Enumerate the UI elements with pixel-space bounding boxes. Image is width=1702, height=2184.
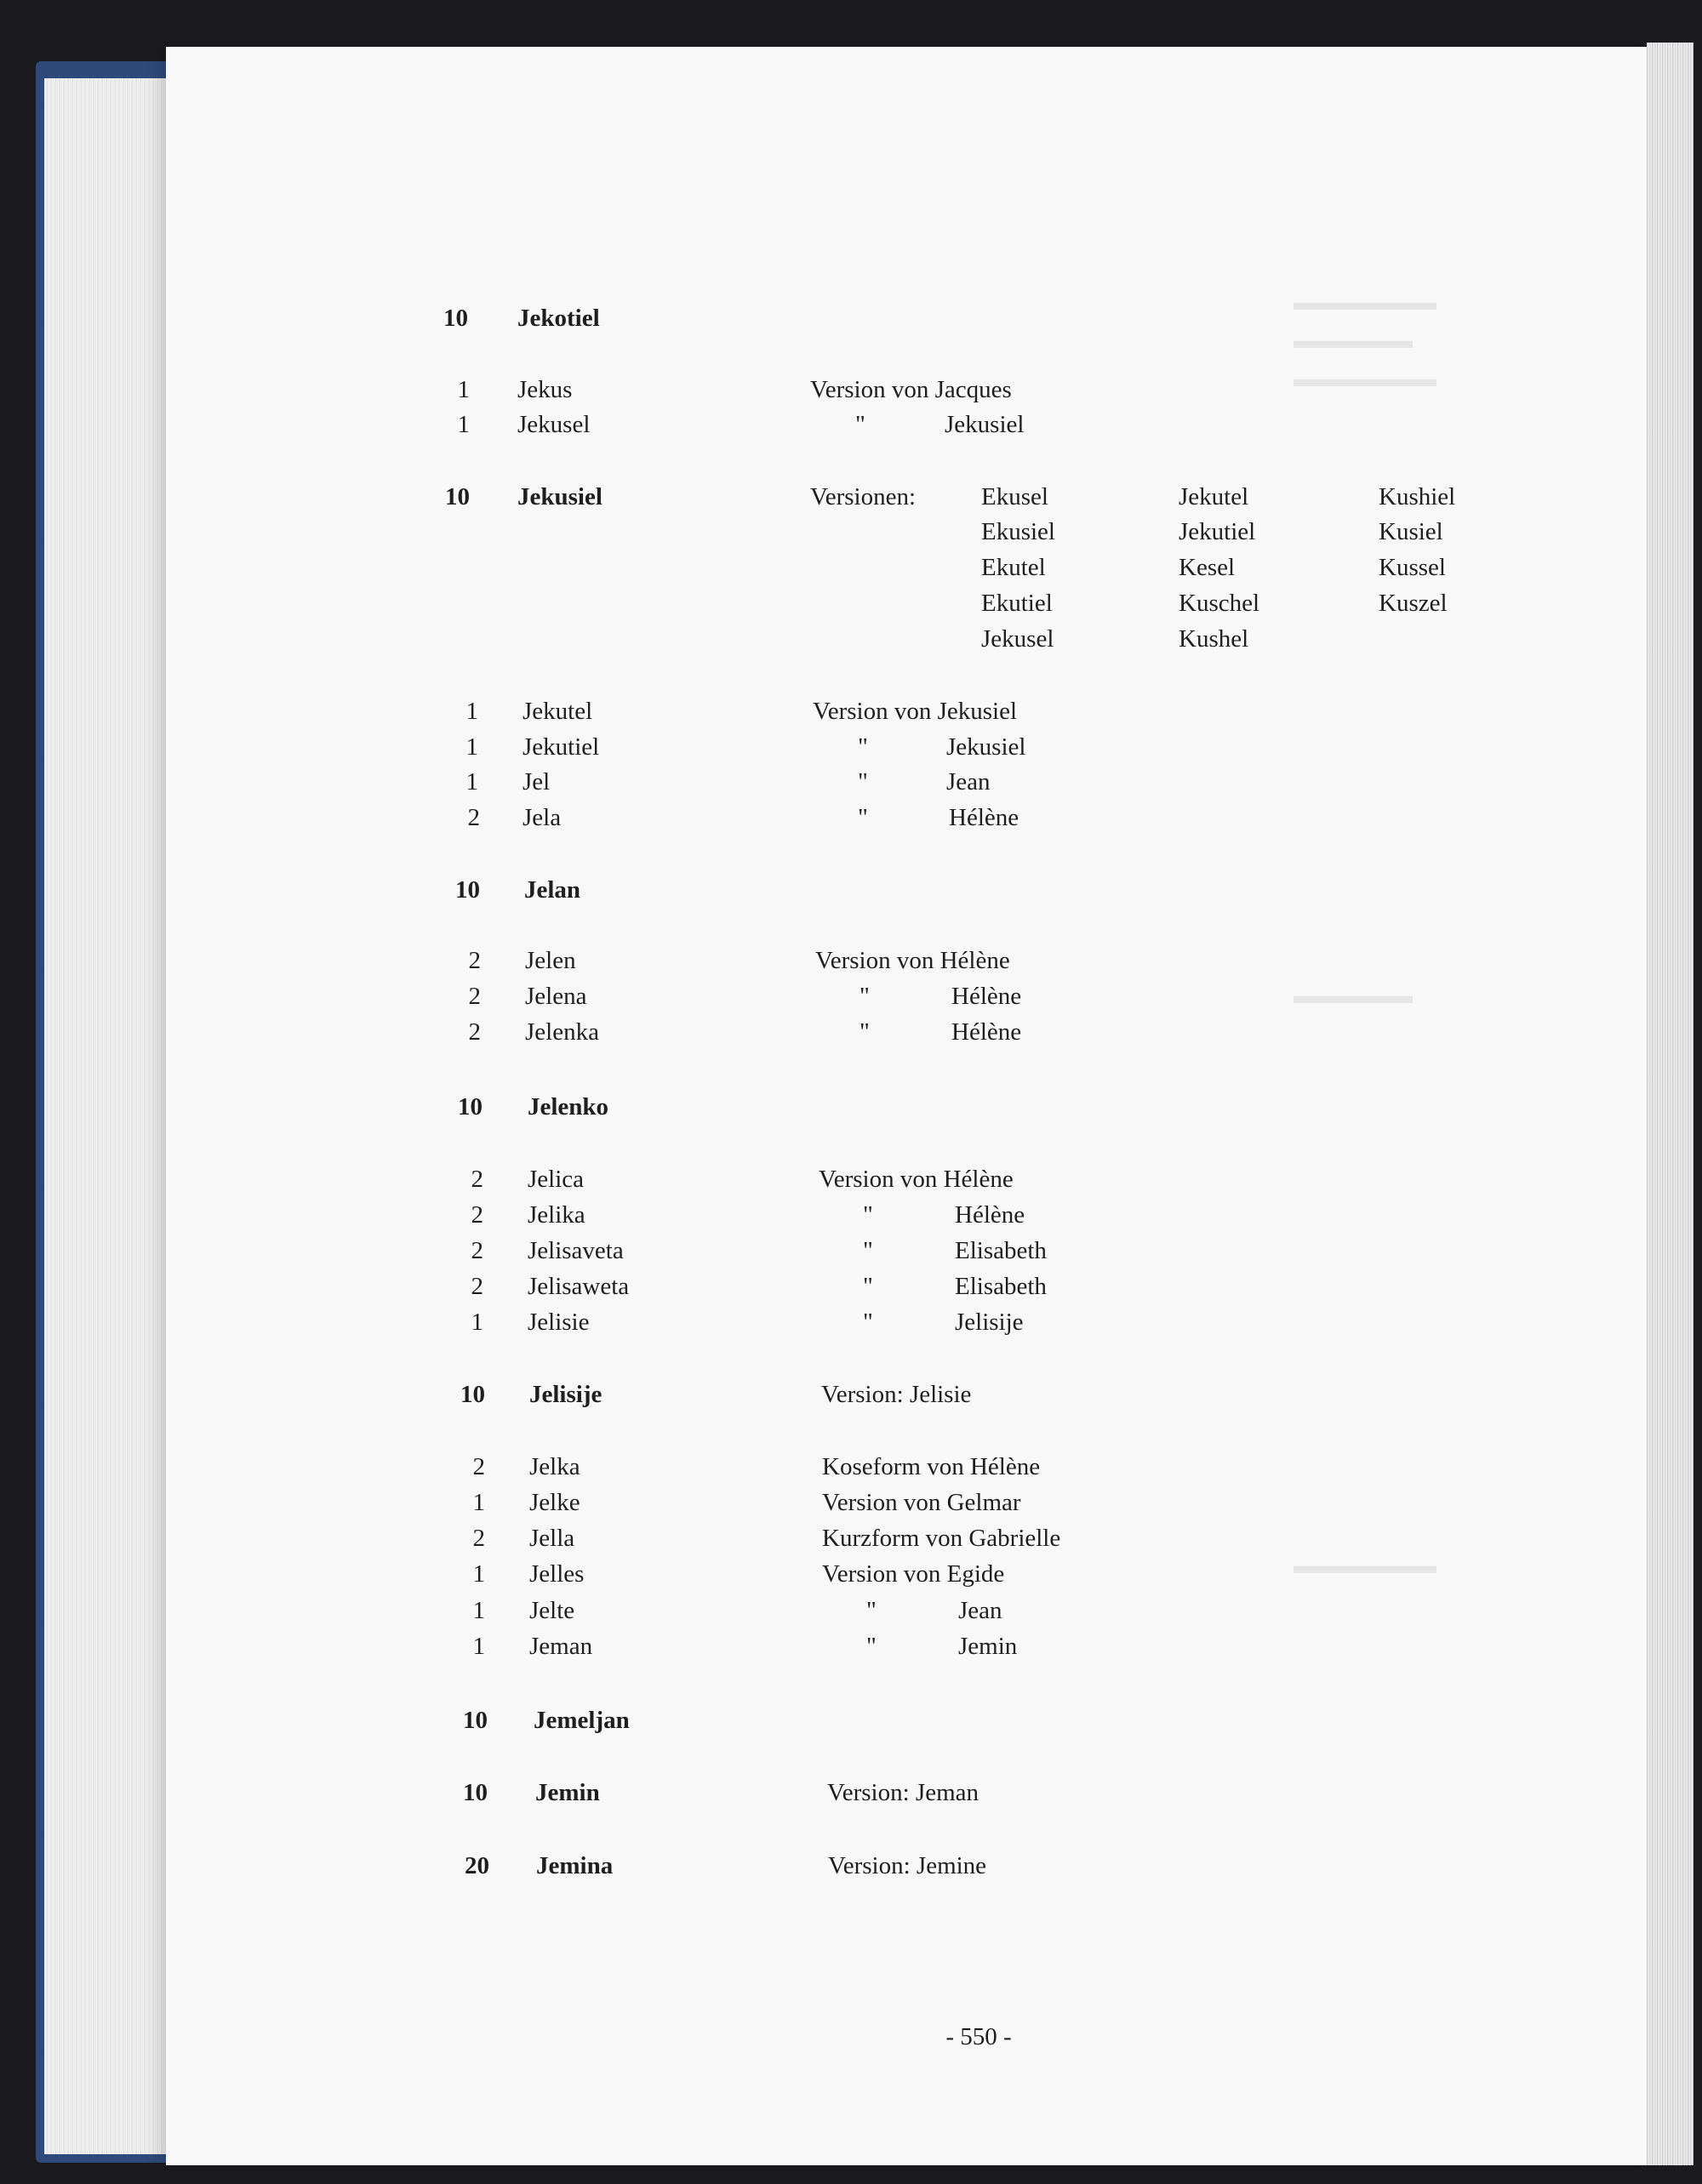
ditto-mark: " — [860, 983, 870, 1010]
entry-number: 1 — [457, 411, 470, 438]
entry-row — [0, 1520, 1702, 1556]
entry-name: Jeman — [529, 1633, 593, 1660]
entry-row — [0, 1304, 1702, 1340]
variant-name: Ekusel — [981, 483, 1048, 510]
entry-row — [0, 872, 1702, 908]
entry-row — [0, 1233, 1702, 1269]
entry-row — [0, 1377, 1702, 1412]
entry-description: Version: Jemine — [828, 1852, 987, 1879]
entry-continuation — [0, 621, 1702, 657]
variant-name: Jekutel — [1179, 483, 1249, 510]
ditto-mark: " — [866, 1633, 877, 1660]
entry-number: 2 — [471, 1237, 483, 1264]
entry-name: Jelena — [525, 983, 587, 1010]
entry-number: 10 — [463, 1707, 488, 1734]
entry-number: 10 — [445, 483, 470, 510]
entry-description: Version von Hélène — [815, 947, 1010, 974]
entry-number: 2 — [468, 983, 481, 1010]
entry-row — [0, 1161, 1702, 1197]
entry-name: Jelisije — [529, 1381, 603, 1408]
entry-number: 2 — [471, 1166, 483, 1193]
entry-reference: Hélène — [949, 804, 1019, 831]
entry-description: Version von Jekusiel — [813, 698, 1018, 725]
ditto-mark: " — [858, 804, 868, 831]
entry-description: Version von Jacques — [810, 376, 1012, 403]
entry-description: Versionen: — [810, 483, 917, 510]
entry-description: Koseform von Hélène — [822, 1453, 1041, 1480]
entry-reference: Hélène — [951, 1018, 1022, 1046]
entry-name: Jelte — [529, 1597, 575, 1624]
ditto-mark: " — [860, 1018, 870, 1046]
entry-name: Jekus — [517, 376, 573, 403]
entry-name: Jelika — [528, 1201, 585, 1229]
variant-name: Ekutel — [981, 554, 1046, 581]
variant-name: Ekutiel — [981, 590, 1053, 617]
entry-name: Jemina — [536, 1852, 614, 1879]
variant-name: Kuschel — [1179, 590, 1260, 617]
entry-number: 10 — [455, 876, 480, 904]
entry-number: 2 — [468, 1018, 481, 1046]
entry-number: 1 — [465, 698, 478, 725]
entry-name: Jemin — [535, 1779, 600, 1806]
entry-reference: Jekusiel — [945, 411, 1025, 438]
entry-name: Jekusiel — [517, 483, 603, 510]
ditto-mark: " — [863, 1201, 873, 1229]
entry-number: 10 — [443, 305, 468, 332]
entry-name: Jella — [529, 1525, 575, 1552]
entry-name: Jelen — [525, 947, 576, 974]
entry-name: Jekusel — [517, 411, 591, 438]
entry-row — [0, 1485, 1702, 1520]
entry-name: Jelisaveta — [528, 1237, 624, 1264]
entry-row — [0, 1775, 1702, 1810]
entry-name: Jelan — [524, 876, 581, 904]
variant-name: Kushiel — [1379, 483, 1456, 510]
entry-description: Version von Gelmar — [822, 1489, 1021, 1516]
entry-name: Jelisie — [528, 1309, 590, 1336]
entry-name: Jelka — [529, 1453, 580, 1480]
entry-reference: Elisabeth — [955, 1273, 1047, 1300]
entry-number: 2 — [472, 1453, 485, 1480]
variant-name: Kesel — [1179, 554, 1236, 581]
entry-number: 2 — [468, 947, 481, 974]
entry-reference: Elisabeth — [955, 1237, 1047, 1264]
entry-row — [0, 300, 1702, 336]
ditto-mark: " — [863, 1237, 873, 1264]
entry-continuation — [0, 550, 1702, 585]
entry-row — [0, 1269, 1702, 1304]
entry-row — [0, 407, 1702, 442]
variant-name: Kuszel — [1379, 590, 1448, 617]
entry-row — [0, 479, 1702, 515]
variant-name: Kushel — [1179, 625, 1249, 653]
variant-name: Ekusiel — [981, 518, 1055, 545]
ditto-mark: " — [863, 1273, 873, 1300]
ditto-mark: " — [866, 1597, 877, 1624]
entry-number: 10 — [463, 1779, 488, 1806]
entry-reference: Jekusiel — [946, 733, 1026, 761]
entry-row — [0, 1702, 1702, 1738]
entry-number: 2 — [471, 1273, 483, 1300]
entry-continuation — [0, 514, 1702, 550]
ditto-mark: " — [863, 1309, 873, 1336]
page-number: - 550 - — [945, 2023, 1012, 2050]
entry-row — [0, 1449, 1702, 1485]
entry-number: 1 — [472, 1489, 485, 1516]
entry-number: 10 — [460, 1381, 485, 1408]
entry-number: 2 — [472, 1525, 485, 1552]
ditto-mark: " — [858, 733, 868, 761]
ditto-mark: " — [858, 768, 868, 795]
entry-description: Version: Jelisie — [821, 1381, 972, 1408]
entry-name: Jelenko — [528, 1093, 609, 1121]
entry-name: Jekutiel — [523, 733, 600, 761]
entry-name: Jekutel — [523, 698, 593, 725]
entry-row — [0, 1014, 1702, 1050]
entry-reference: Jelisije — [955, 1309, 1024, 1336]
entry-description: Kurzform von Gabrielle — [822, 1525, 1061, 1552]
variant-name: Jekutiel — [1179, 518, 1256, 545]
entry-name: Jekotiel — [517, 305, 600, 332]
entry-number: 1 — [471, 1309, 483, 1336]
entry-name: Jelke — [529, 1489, 580, 1516]
entry-continuation — [0, 585, 1702, 621]
ditto-mark: " — [855, 411, 865, 438]
entry-row — [0, 978, 1702, 1014]
entry-row — [0, 764, 1702, 800]
entry-reference: Jean — [958, 1597, 1002, 1624]
entry-row — [0, 693, 1702, 729]
entry-row — [0, 1593, 1702, 1628]
entry-row — [0, 729, 1702, 765]
entry-name: Jelisaweta — [528, 1273, 630, 1300]
entry-number: 2 — [467, 804, 480, 831]
entry-row — [0, 372, 1702, 408]
entry-reference: Jean — [946, 768, 991, 795]
entry-row — [0, 800, 1702, 835]
entry-name: Jela — [523, 804, 562, 831]
entry-number: 1 — [472, 1633, 485, 1660]
entry-description: Version: Jeman — [827, 1779, 979, 1806]
entry-row — [0, 1848, 1702, 1884]
variant-name: Kusiel — [1379, 518, 1443, 545]
entry-name: Jemeljan — [534, 1707, 630, 1734]
entry-description: Version von Egide — [822, 1560, 1005, 1588]
entry-number: 1 — [465, 768, 478, 795]
variant-name: Kussel — [1379, 554, 1446, 581]
entry-number: 1 — [472, 1597, 485, 1624]
variant-name: Jekusel — [981, 625, 1054, 653]
entry-name: Jelles — [529, 1560, 585, 1588]
entry-description: Version von Hélène — [819, 1166, 1014, 1193]
entry-number: 1 — [457, 376, 470, 403]
entry-reference: Hélène — [955, 1201, 1025, 1229]
entry-row — [0, 1628, 1702, 1664]
entry-row — [0, 1089, 1702, 1125]
entry-number: 2 — [471, 1201, 483, 1229]
entry-reference: Hélène — [951, 983, 1022, 1010]
entry-row — [0, 943, 1702, 978]
entry-number: 1 — [472, 1560, 485, 1588]
entry-name: Jel — [523, 768, 551, 795]
entry-number: 20 — [465, 1852, 489, 1879]
entry-name: Jelenka — [525, 1018, 599, 1046]
entry-number: 10 — [458, 1093, 483, 1121]
entry-name: Jelica — [528, 1166, 585, 1193]
entry-number: 1 — [465, 733, 478, 761]
entry-reference: Jemin — [958, 1633, 1018, 1660]
entry-row — [0, 1556, 1702, 1592]
entry-row — [0, 1197, 1702, 1233]
